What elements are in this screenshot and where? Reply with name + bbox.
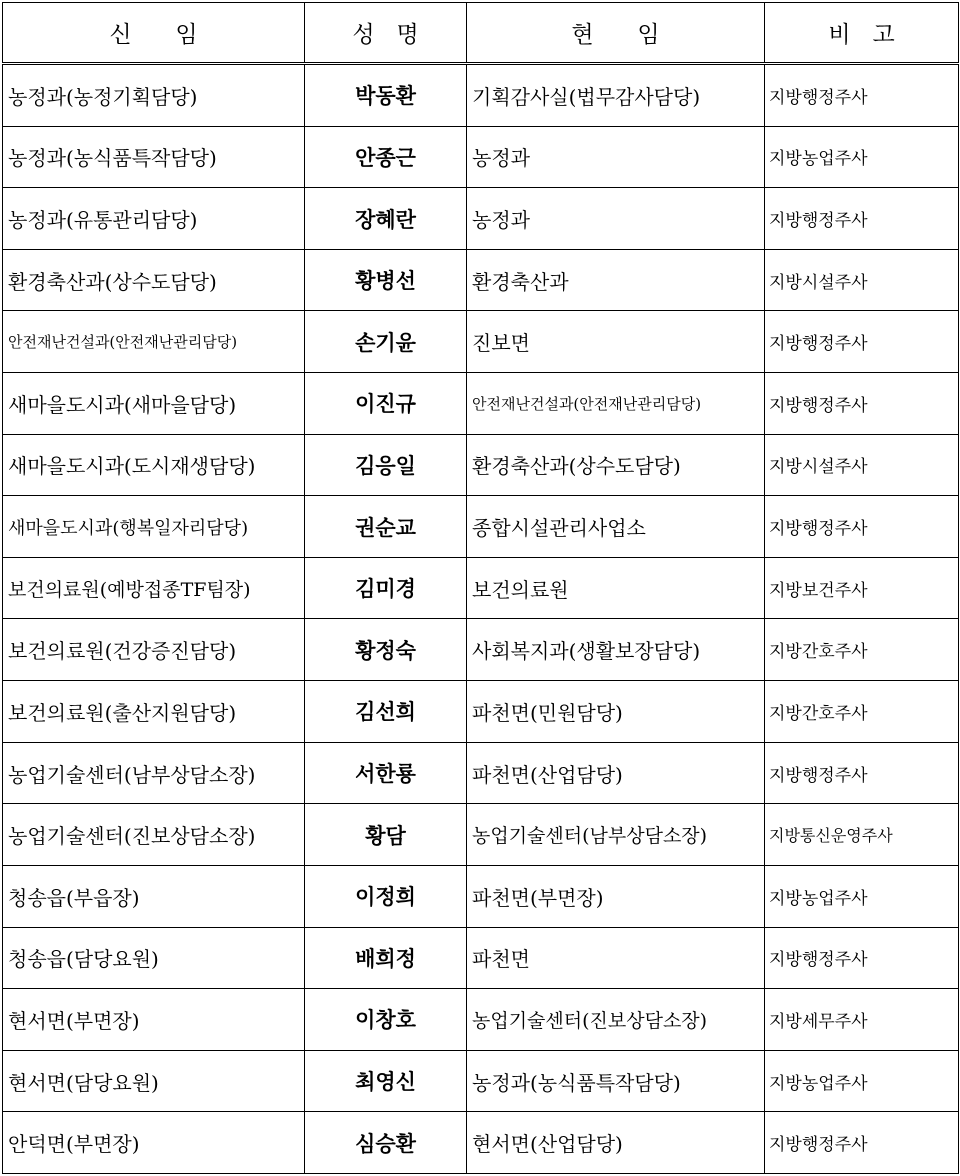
- table-row: [3, 373, 959, 435]
- new-post-cell: 새마을도시과(도시재생담당): [3, 434, 305, 496]
- current-post-cell: 파천면(부면장): [467, 865, 765, 927]
- current-post-cell: 기획감사실(법무감사담당): [467, 64, 765, 127]
- current-post-cell: 파천면(민원담당): [467, 681, 765, 743]
- current-post-cell: 농정과: [467, 126, 765, 188]
- current-post-cell: 농업기술센터(진보상담소장): [467, 989, 765, 1051]
- table-row: [3, 742, 959, 804]
- new-post-cell: 농정과(농식품특작담당): [3, 126, 305, 188]
- table-row: [3, 496, 959, 558]
- remarks-cell: 지방행정주사: [765, 927, 959, 989]
- table-row: [3, 804, 959, 866]
- personnel-table: [2, 2, 959, 1174]
- table-row: [3, 927, 959, 989]
- new-post-cell: 환경축산과(상수도담당): [3, 249, 305, 311]
- remarks-cell: 지방농업주사: [765, 126, 959, 188]
- current-post-cell: 농업기술센터(남부상담소장): [467, 804, 765, 866]
- name-cell: 권순교: [305, 496, 467, 558]
- remarks-cell: 지방시설주사: [765, 249, 959, 311]
- header-remarks: 비 고: [765, 3, 959, 64]
- remarks-cell: 지방보건주사: [765, 557, 959, 619]
- name-cell: 김미경: [305, 557, 467, 619]
- current-post-cell: 농정과(농식품특작담당): [467, 1050, 765, 1112]
- new-post-cell: 농정과(유통관리담당): [3, 188, 305, 250]
- name-cell: 이창호: [305, 989, 467, 1051]
- table-row: [3, 64, 959, 127]
- remarks-cell: 지방간호주사: [765, 619, 959, 681]
- table-row: [3, 188, 959, 250]
- header-new-post: 신 임: [3, 3, 305, 64]
- remarks-cell: 지방행정주사: [765, 742, 959, 804]
- table-row: [3, 619, 959, 681]
- name-cell: 심승환: [305, 1112, 467, 1174]
- current-post-cell: 환경축산과: [467, 249, 765, 311]
- new-post-cell: 보건의료원(건강증진담당): [3, 619, 305, 681]
- current-post-cell: 파천면: [467, 927, 765, 989]
- new-post-cell: 보건의료원(예방접종TF팀장): [3, 557, 305, 619]
- name-cell: 배희정: [305, 927, 467, 989]
- name-cell: 서한룡: [305, 742, 467, 804]
- remarks-cell: 지방통신운영주사: [765, 804, 959, 866]
- remarks-cell: 지방농업주사: [765, 1050, 959, 1112]
- new-post-cell: 안전재난건설과(안전재난관리담당): [3, 311, 305, 373]
- remarks-cell: 지방농업주사: [765, 865, 959, 927]
- current-post-cell: 진보면: [467, 311, 765, 373]
- current-post-cell: 종합시설관리사업소: [467, 496, 765, 558]
- name-cell: 이정희: [305, 865, 467, 927]
- name-cell: 이진규: [305, 373, 467, 435]
- name-cell: 손기윤: [305, 311, 467, 373]
- name-cell: 안종근: [305, 126, 467, 188]
- table-row: [3, 865, 959, 927]
- name-cell: 장혜란: [305, 188, 467, 250]
- new-post-cell: 농업기술센터(남부상담소장): [3, 742, 305, 804]
- current-post-cell: 현서면(산업담당): [467, 1112, 765, 1174]
- new-post-cell: 청송읍(부읍장): [3, 865, 305, 927]
- remarks-cell: 지방간호주사: [765, 681, 959, 743]
- new-post-cell: 농정과(농정기획담당): [3, 64, 305, 127]
- current-post-cell: 보건의료원: [467, 557, 765, 619]
- table-row: [3, 681, 959, 743]
- current-post-cell: 농정과: [467, 188, 765, 250]
- current-post-cell: 안전재난건설과(안전재난관리담당): [467, 373, 765, 435]
- current-post-cell: 파천면(산업담당): [467, 742, 765, 804]
- new-post-cell: 청송읍(담당요원): [3, 927, 305, 989]
- current-post-cell: 사회복지과(생활보장담당): [467, 619, 765, 681]
- table-row: [3, 1112, 959, 1174]
- table-row: [3, 557, 959, 619]
- name-cell: 최영신: [305, 1050, 467, 1112]
- name-cell: 황담: [305, 804, 467, 866]
- new-post-cell: 현서면(담당요원): [3, 1050, 305, 1112]
- name-cell: 황병선: [305, 249, 467, 311]
- remarks-cell: 지방행정주사: [765, 188, 959, 250]
- new-post-cell: 농업기술센터(진보상담소장): [3, 804, 305, 866]
- table-row: [3, 311, 959, 373]
- new-post-cell: 보건의료원(출산지원담당): [3, 681, 305, 743]
- table-row: [3, 1050, 959, 1112]
- remarks-cell: 지방행정주사: [765, 496, 959, 558]
- remarks-cell: 지방행정주사: [765, 311, 959, 373]
- table-row: [3, 434, 959, 496]
- name-cell: 박동환: [305, 64, 467, 127]
- name-cell: 김응일: [305, 434, 467, 496]
- new-post-cell: 현서면(부면장): [3, 989, 305, 1051]
- remarks-cell: 지방시설주사: [765, 434, 959, 496]
- new-post-cell: 새마을도시과(행복일자리담당): [3, 496, 305, 558]
- remarks-cell: 지방행정주사: [765, 1112, 959, 1174]
- remarks-cell: 지방행정주사: [765, 64, 959, 127]
- table-row: [3, 989, 959, 1051]
- remarks-cell: 지방세무주사: [765, 989, 959, 1051]
- name-cell: 김선희: [305, 681, 467, 743]
- table-row: [3, 249, 959, 311]
- current-post-cell: 환경축산과(상수도담당): [467, 434, 765, 496]
- header-name: 성 명: [305, 3, 467, 64]
- new-post-cell: 새마을도시과(새마을담당): [3, 373, 305, 435]
- table-row: [3, 126, 959, 188]
- header-row: [3, 3, 959, 64]
- remarks-cell: 지방행정주사: [765, 373, 959, 435]
- header-current-post: 현 임: [467, 3, 765, 64]
- new-post-cell: 안덕면(부면장): [3, 1112, 305, 1174]
- name-cell: 황정숙: [305, 619, 467, 681]
